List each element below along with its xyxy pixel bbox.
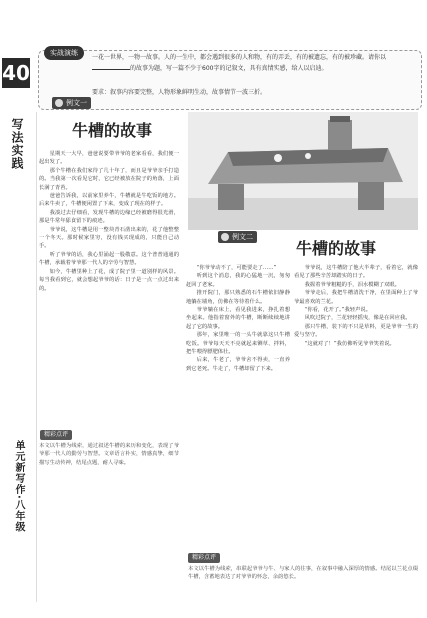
- prompt-line-2: 珍藏。请你以: [350, 54, 387, 61]
- paragraph: 爸爸告诉我，以前家里养牛，牛槽就是牛吃饭的地方。后来牛卖了，牛槽便闲置了下来，变成了现在的样子。: [39, 193, 179, 208]
- sample-tag-right: 例文二: [218, 231, 257, 243]
- trough-illustration: [188, 112, 418, 230]
- paragraph: 爷爷走后，我把牛槽清洗干净，在里面种上了爷爷最喜欢的兰花。: [294, 290, 418, 305]
- left-comment-label: 精彩点评: [40, 430, 72, 440]
- paragraph: 推开院门，那只熟悉的石牛槽依旧静静地躺在墙角，仿佛在等待着什么。: [186, 290, 290, 305]
- paragraph: 那只牛槽，装下的不只是草料，更是爷爷一生的爱与坚守。: [294, 323, 418, 339]
- left-comment-text: 本文以牛槽为线索，通过叙述牛槽的来历和变化，表现了爷爷那一代人的勤劳与智慧。文章语言朴实，情感真挚，细节描写生动传神，结尾点题，耐人寻味。: [39, 443, 179, 466]
- prompt-blank: [92, 62, 130, 70]
- right-comment-text: 本文以牛槽为线索，串联起爷爷与牛、与家人的往事，在叙事中融入深厚的情感。结尾以兰花点缀牛槽，含蓄地表达了对爷爷的怀念，余韵悠长。: [188, 566, 418, 581]
- left-margin: [0, 0, 33, 618]
- prompt-blank-suffix: 的故事: [130, 65, 149, 72]
- side-label-section: 写法实践: [10, 118, 24, 170]
- assignment-badge: 实战演练: [44, 46, 84, 60]
- left-article-title: 牛槽的故事: [71, 121, 152, 140]
- paragraph: 那个牛槽在我们家待了几十年了，而且是爷爷亲手打造的。当我第一次看见它时，它已经被放在院子的角落，上面长满了青苔。: [39, 167, 179, 191]
- right-article-column-1: [186, 264, 290, 373]
- paragraph: 我握着爷爷粗糙的手，泪水模糊了双眼。: [304, 281, 400, 288]
- paragraph: 后来，牛老了，爷爷舍不得卖，一直养到它老死。牛走了，牛槽却留了下来。: [186, 357, 290, 372]
- assignment-prompt: [92, 53, 414, 73]
- paragraph: 听到这个消息，我的心猛地一沉，匆匆赶回了老家。: [186, 273, 290, 288]
- paragraph: “你爷爷动不了，可能要走了……”: [196, 265, 277, 271]
- paragraph: 爷爷躺在床上，看见我进来，挣扎着想坐起来。他指着窗外的牛槽，断断续续地讲起了它的故事。: [186, 307, 290, 330]
- right-comment-label: 精彩点评: [188, 553, 220, 563]
- paragraph: 那年，家里唯一的一头牛就靠这只牛槽吃饭。爷爷每天天不亮就起来铡草、拌料，把牛喂得膘肥体壮。: [186, 332, 290, 356]
- side-label-book: 单元新写作·八年级: [13, 440, 24, 533]
- paragraph: “你看，花开了。”我轻声说。: [304, 307, 371, 314]
- prompt-line-3: 为题，写一篇不少于600字的记叙文，具有真情实感，给人以启迪。: [148, 65, 328, 72]
- page-number: 40: [2, 58, 30, 88]
- paragraph: 风吹过院子，兰花轻轻摇曳，像是在回应我。: [304, 315, 411, 322]
- sample-tag-left: 例文一: [52, 97, 91, 109]
- right-article-column-2: [294, 264, 418, 348]
- paragraph: 如今，牛槽里种上了花，成了院子里一道别样的风景。每当我看到它，就会想起爷爷的话：日子是一点一点过出来的。: [39, 268, 179, 292]
- paragraph: 星期天一大早，爸爸说要带爷爷的老家看看，我们便一起出发了。: [39, 151, 179, 166]
- paragraph: 爷爷说，这牛槽是用一整块青石凿出来的，花了他整整一个冬天。那时候家里穷，没有钱买现成的，只能自己动手。: [39, 226, 179, 250]
- paragraph: 听了爷爷的话，我心里涌起一股敬意。这个普普通通的牛槽，承载着爷爷那一代人的辛劳与智慧。: [39, 251, 179, 267]
- trough-illustration-graphic: [188, 112, 418, 230]
- prompt-line-1: 一花一世界，一物一故事。人的一生中，都会遇到很多的人和物，有的弄丢，有的被遗忘，有的被: [92, 54, 351, 61]
- assignment-requirements: 要求：叙事内容要完整，人物形象鲜明生动，故事情节一波三折。: [92, 89, 267, 96]
- paragraph: 爷爷说，这牛槽陪了他大半辈子，看着它，就像看见了那些辛苦却踏实的日子。: [294, 265, 418, 280]
- paragraph: 我凑过去仔细看，发现牛槽的边缘已经被磨得很光滑，那是牛常年舔食留下的痕迹。: [39, 209, 179, 225]
- margin-rule: [36, 112, 37, 602]
- right-article-title: 牛槽的故事: [295, 239, 376, 258]
- paragraph: “这就对了！”我仿佛听见爷爷笑着说。: [304, 340, 395, 347]
- left-article-body: [39, 150, 179, 293]
